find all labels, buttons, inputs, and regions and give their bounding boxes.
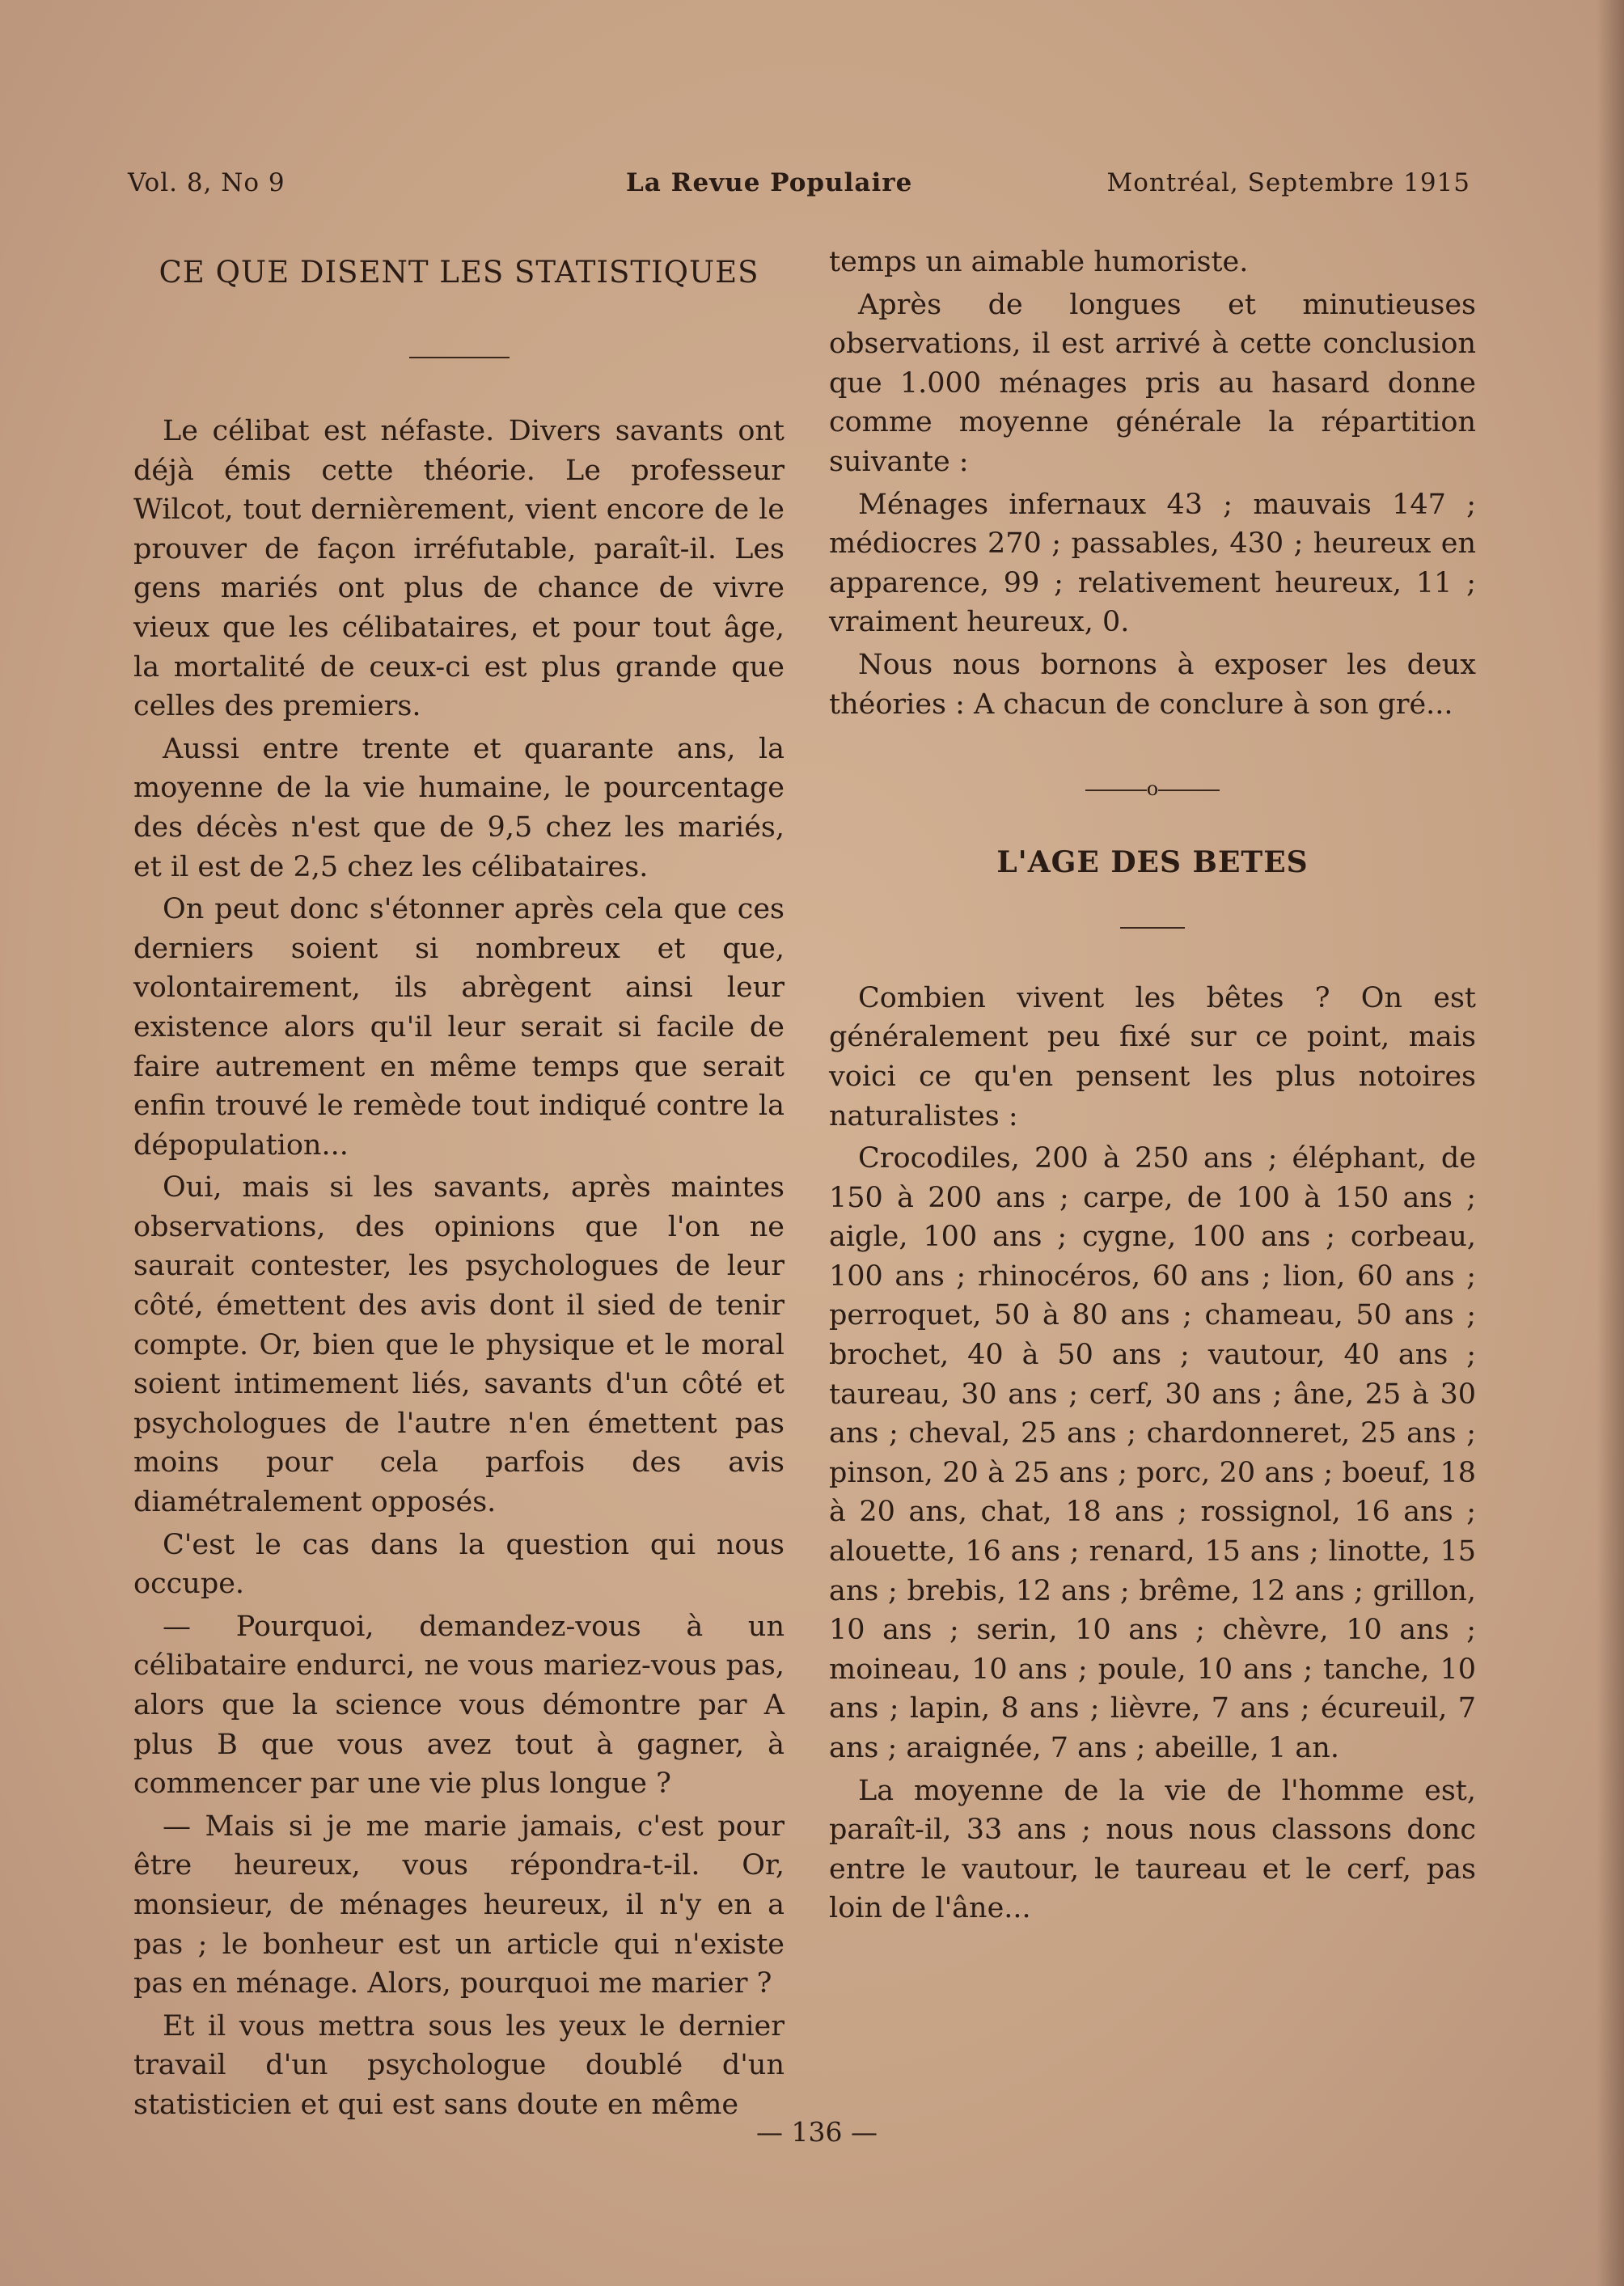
paragraph: Crocodiles, 200 à 250 ans ; éléphant, de 150 à 200 ans ; carpe, de 100 à 150 ans ; aigle, 100 ans ; cygne, 100 ans ; corbeau, 100 ans ; rhinocéros, 60 ans ; lion, 60 ans ; perroquet, 50 à 80 ans ; chameau, 50 ans ; brochet, 40 à 50 ans ; vautour, 40 ans ; taureau, 30 ans ; cerf, 30 ans ; âne, 25 à 30 ans ; cheval, 25 ans ; chardonneret, 25 ans ; pinson, 20 à 25 ans ; porc, 20 ans ; boeuf, 18 à 20 ans, chat, 18 ans ; rossignol, 16 ans ; alouette, 16 ans ; renard, 15 ans ; linotte, 15 ans ; brebis, 12 ans ; brême, 12 ans ; grillon, 10 ans ; serin, 10 ans ; chèvre, 10 ans ; moineau, 10 ans ; poule, 10 ans ; tanche, 10 ans ; lapin, 8 ans ; lièvre, 7 ans ; écureuil, 7 ans ; araignée, 7 ans ; abeille, 1 an. [829, 1142, 1476, 1764]
paragraph: Nous nous bornons à exposer les deux théories : A chacun de conclure à son gré... [829, 648, 1476, 721]
paragraph: La moyenne de la vie de l'homme est, paraît-il, 33 ans ; nous nous classons donc entre le vautour, le taureau et le cerf, pas loin de l'âne... [829, 1774, 1476, 1925]
paragraph: Et il vous mettra sous les yeux le dernier travail d'un psychologue doublé d'un statisticien et qui est sans doute en même [133, 2009, 785, 2121]
article-title-statistiques: CE QUE DISENT LES STATISTIQUES [159, 255, 759, 290]
paragraph: On peut donc s'étonner après cela que ces derniers soient si nombreux et que, volontairement, ils abrègent ainsi leur existence alors qu'il leur serait si facile de faire autrement en même temps que serait enfin trouvé le remède tout indiqué contre la dépopulation... [133, 893, 785, 1162]
journal-title: La Revue Populaire [626, 168, 913, 197]
volume-number: Vol. 8, No 9 [128, 168, 285, 197]
page-number: — 136 — [756, 2116, 878, 2148]
paragraph: — Pourquoi, demandez-vous à un célibataire endurci, ne vous mariez-vous pas, alors que la science vous démontre par A plus B que vous avez tout à gagner, à commencer par une vie plus longue ? [133, 1610, 785, 1801]
paragraph: Ménages infernaux 43 ; mauvais 147 ; médiocres 270 ; passables, 430 ; heureux en apparence, 99 ; relativement heureux, 11 ; vraiment heureux, 0. [829, 488, 1476, 639]
paragraph: Combien vivent les bêtes ? On est généralement peu fixé sur ce point, mais voici ce qu'en pensent les plus notoires naturalistes : [829, 981, 1476, 1132]
ornament-dash [1085, 790, 1147, 791]
left-column [133, 255, 785, 2128]
title-rule [1120, 927, 1185, 929]
paragraph-continuation: temps un aimable humoriste. [829, 246, 1249, 278]
running-header [128, 168, 1470, 209]
paragraph: Le célibat est néfaste. Divers savants ont déjà émis cette théorie. Le professeur Wilcot, tout dernièrement, vient encore de le prouver de façon irréfutable, paraît-il. Les gens mariés ont plus de chance de vivre vieux que les célibataires, et pour tout âge, la mortalité de ceux-ci est plus grande que celles des premiers. [133, 415, 785, 723]
ornament-dash [1158, 790, 1220, 791]
paragraph: — Mais si je me marie jamais, c'est pour être heureux, vous répondra-t-il. Or, monsieur, de ménages heureux, il n'y en a pas ; le bonheur est un article qui n'existe pas en ménage. Alors, pourquoi me marier ? [133, 1810, 785, 2000]
issue-date: Montréal, Septembre 1915 [1106, 168, 1470, 197]
section-ornament [829, 769, 1476, 809]
paragraph: Aussi entre trente et quarante ans, la moyenne de la vie humaine, le pourcentage des décès n'est que de 9,5 chez les mariés, et il est de 2,5 chez les célibataires. [133, 732, 785, 883]
article-title-age-des-betes: L'AGE DES BETES [996, 845, 1309, 879]
paragraph: Après de longues et minutieuses observations, il est arrivé à cette conclusion que 1.000 ménages pris au hasard donne comme moyenne générale la répartition suivante : [829, 288, 1476, 478]
paragraph: Oui, mais si les savants, après maintes observations, des opinions que l'on ne saurait contester, les psychologues de leur côté, émettent des avis dont il sied de tenir compte. Or, bien que le physique et le moral soient intimement liés, savants d'un côté et psychologues de l'autre n'en émettent pas moins pour cela parfois des avis diamétralement opposés. [133, 1171, 785, 1519]
paragraph: C'est le cas dans la question qui nous occupe. [133, 1528, 785, 1601]
ornament-glyph: o [1146, 777, 1159, 801]
right-column [829, 243, 1476, 1932]
page-edge-shadow [1597, 0, 1624, 2286]
title-rule [409, 357, 510, 358]
